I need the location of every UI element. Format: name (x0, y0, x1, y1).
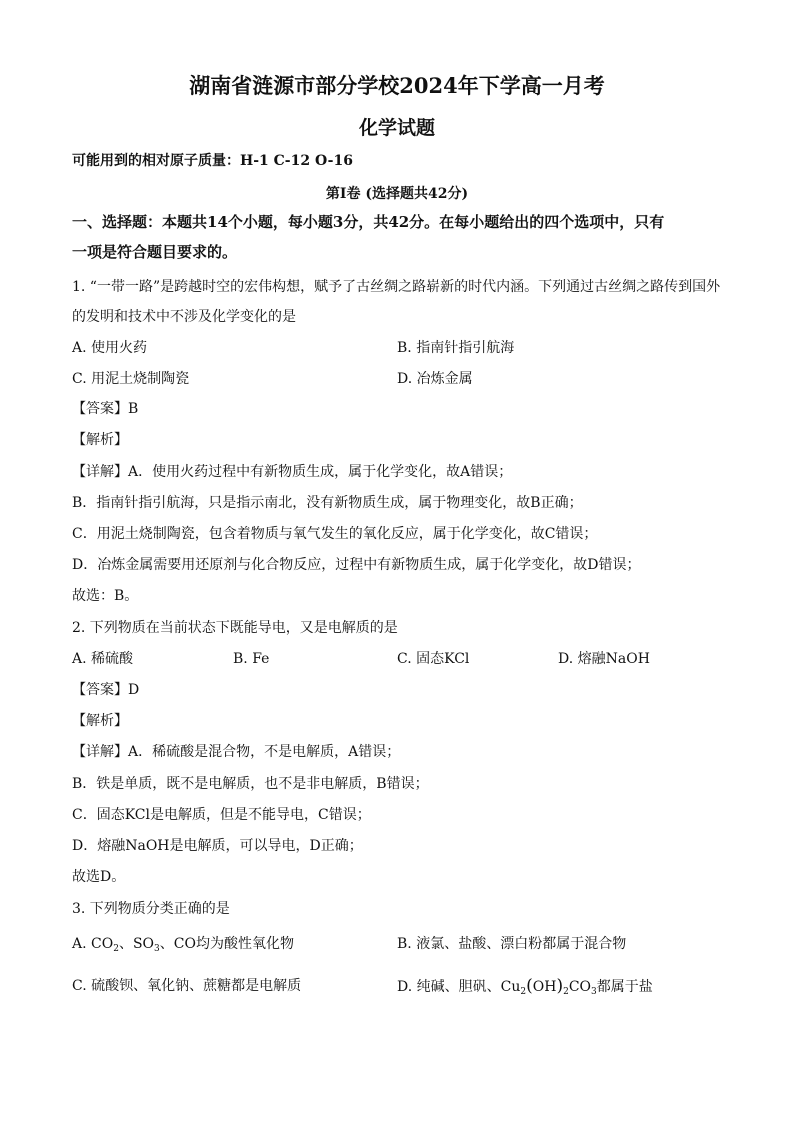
q2-detail-3: C．固态KCl是电解质，但是不能导电，C错误； (72, 807, 371, 823)
q1-conclusion: 故选：B。 (72, 588, 139, 604)
separator: 、 (118, 936, 133, 952)
q1-detail-3: C．用泥土烧制陶瓷，包含着物质与氧气发生的氧化反应，属于化学变化，故C错误； (72, 526, 598, 542)
right-paren: ) (556, 976, 564, 996)
q2-option-b: B. Fe (233, 651, 270, 667)
q1-detail-1: 【详解】A．使用火药过程中有新物质生成，属于化学变化，故A错误； (72, 464, 513, 480)
q3-option-a-text: 、CO均为酸性氧化物 (159, 936, 294, 952)
q3-option-a-label: A. (72, 936, 92, 952)
q2-option-a: A. 稀硫酸 (72, 651, 134, 667)
q2-option-d: D. 熔融NaOH (558, 651, 650, 667)
q3-option-d-label: D. 纯碱、胆矾、 (397, 979, 501, 995)
subscript: 2 (563, 987, 569, 997)
q3-stem: 3. 下列物质分类正确的是 (72, 901, 230, 917)
q2-conclusion: 故选D。 (72, 869, 126, 885)
q3-option-a (72, 935, 294, 958)
left-paren: ( (526, 976, 533, 996)
subscript: 3 (154, 944, 160, 954)
q1-option-d: D. 冶炼金属 (397, 371, 473, 387)
q1-option-a: A. 使用火药 (72, 340, 148, 356)
q3-option-d-text: 都属于盐 (596, 979, 653, 995)
exam-title: 湖南省涟源市部分学校2024年下学高一月考 (189, 73, 605, 98)
subscript: 3 (591, 987, 597, 997)
q2-stem: 2. 下列物质在当前状态下既能导电，又是电解质的是 (72, 620, 398, 636)
instructions-line-1: 一、选择题：本题共14个小题，每小题3分，共42分。在每小题给出的四个选项中，只有 (72, 213, 665, 231)
formula-co: CO (91, 936, 114, 952)
q1-analysis-label: 【解析】 (72, 432, 128, 448)
subscript: 2 (113, 944, 119, 954)
instructions-line-2: 一项是符合题目要求的。 (72, 243, 238, 261)
part-heading: 第Ⅰ卷 (选择题共42分) (325, 186, 469, 202)
q1-stem-1: 1. “一带一路”是跨越时空的宏伟构想，赋予了古丝绸之路崭新的时代内涵。下列通过古丝绸之路传到国外 (72, 279, 721, 295)
q1-answer: 【答案】B (72, 401, 139, 417)
q1-detail-4: D．冶炼金属需要用还原剂与化合物反应，过程中有新物质生成，属于化学变化，故D错误； (72, 557, 641, 573)
subject-title: 化学试题 (358, 117, 435, 139)
q3-option-c: C. 硫酸钡、氧化钠、蔗糖都是电解质 (72, 978, 302, 994)
formula-co3: CO (568, 979, 592, 995)
atomic-mass-line: 可能用到的相对原子质量：H-1 C-12 O-16 (72, 153, 353, 169)
q2-detail-2: B．铁是单质，既不是电解质，也不是非电解质，B错误； (72, 776, 429, 792)
subscript: 2 (520, 987, 527, 997)
q2-detail-4: D．熔融NaOH是电解质，可以导电，D正确； (72, 838, 363, 854)
formula-oh: OH (532, 979, 557, 995)
q1-detail-2: B．指南针指引航海，只是指示南北，没有新物质生成，属于物理变化，故B正确； (72, 495, 583, 511)
q1-option-b: B. 指南针指引航海 (397, 340, 515, 356)
q1-stem-2: 的发明和技术中不涉及化学变化的是 (72, 309, 296, 325)
q3-option-d (397, 977, 653, 1001)
q2-analysis-label: 【解析】 (72, 713, 128, 729)
formula-so: SO (132, 936, 155, 952)
formula-cu: Cu (500, 979, 521, 995)
q2-detail-1: 【详解】A．稀硫酸是混合物，不是电解质，A错误； (72, 744, 401, 760)
q1-option-c: C. 用泥土烧制陶瓷 (72, 371, 190, 387)
q2-answer: 【答案】D (72, 682, 140, 698)
q2-option-c: C. 固态KCl (397, 651, 470, 667)
q3-option-b: B. 液氯、盐酸、漂白粉都属于混合物 (397, 936, 627, 952)
